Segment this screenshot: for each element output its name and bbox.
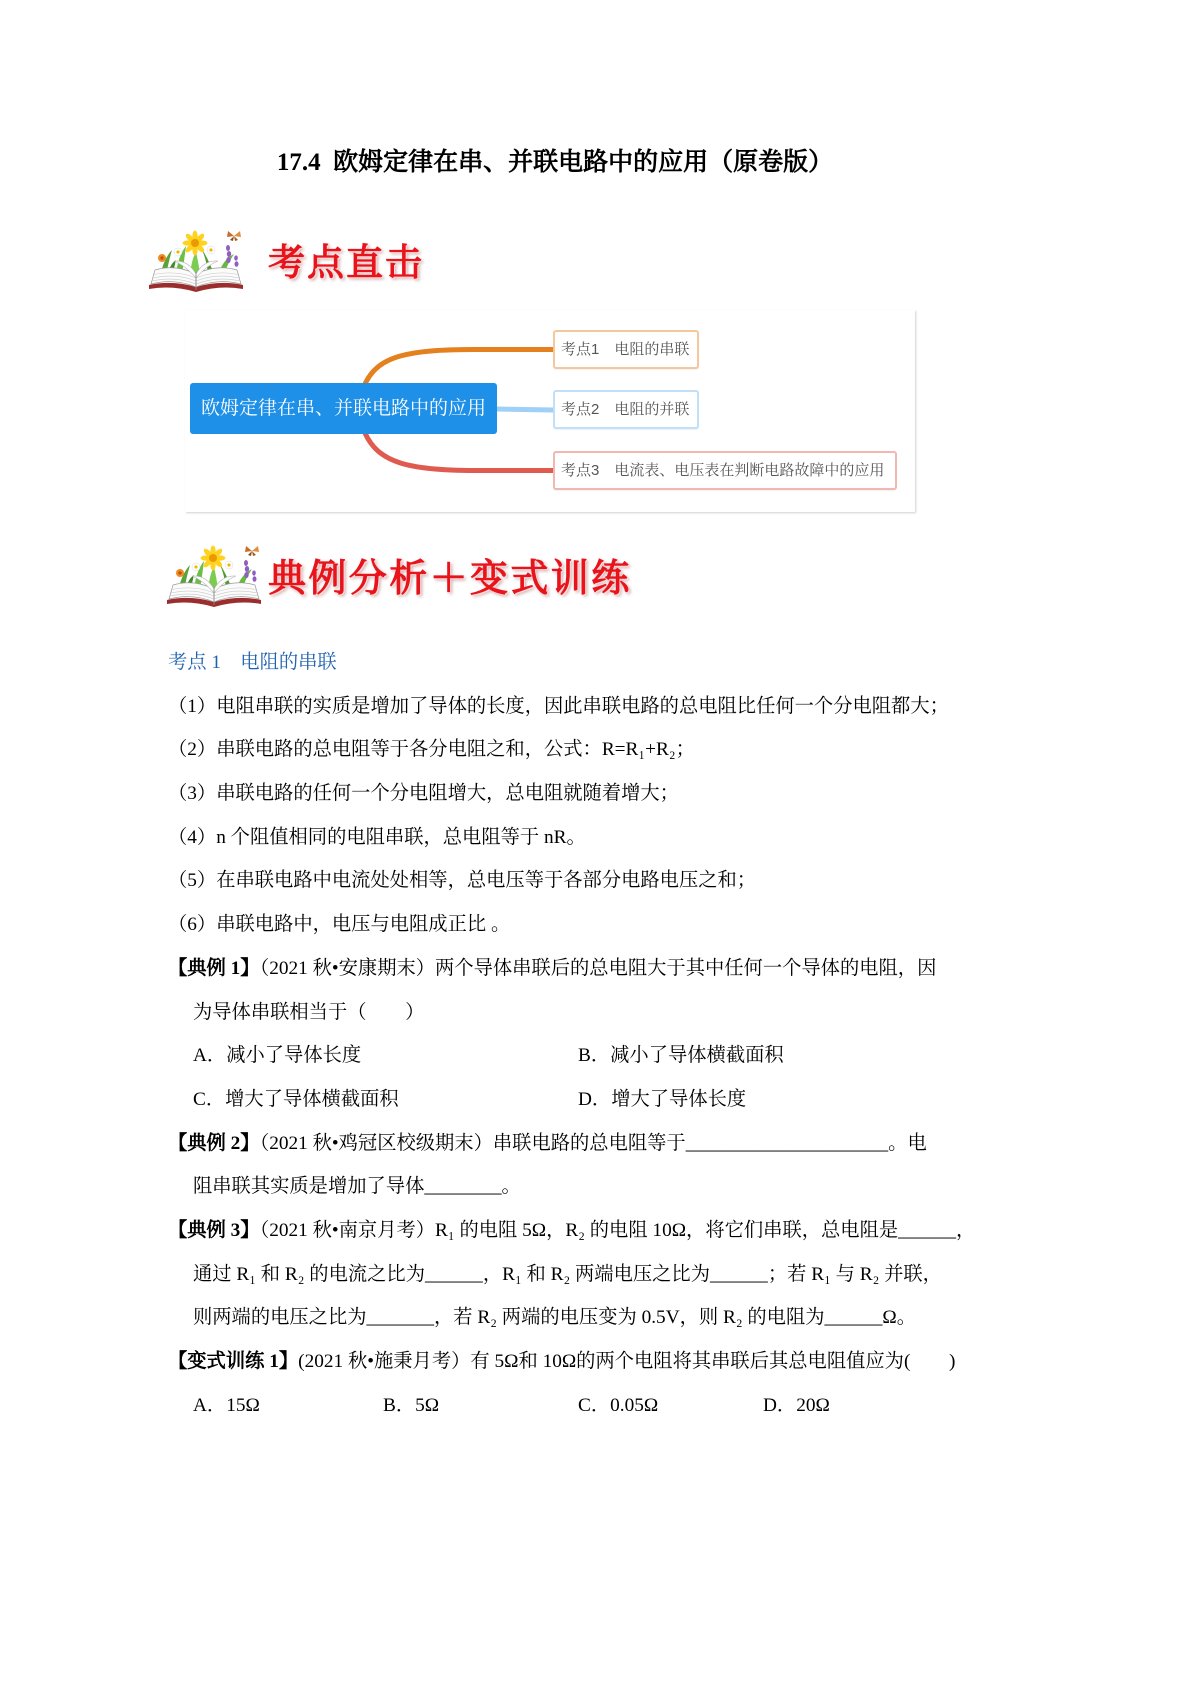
content-body [168,641,1068,1427]
exercise-1-label: 【变式训练 1】 [168,1351,299,1372]
example-1-option-c: C．增大了导体横截面积 [193,1088,399,1110]
example-1-line-1 [168,947,1068,991]
example-3-text: （2021 秋•南京月考）R₁ 的电阻 5Ω，R₂ 的电阻 10Ω，将它们串联，总电阻是______， [259,1219,976,1241]
example-2-line-1 [168,1122,1068,1166]
example-3-line-3: 则两端的电压之比为_______，若 R₂ 两端的电压变为 0.5V，则 R₂ 的电阻为______Ω。 [193,1307,916,1329]
example-1-option-a: A．减小了导体长度 [193,1045,362,1067]
example-1-label: 【典例 1】 [168,957,260,979]
exercise-1-option-c: C．0.05Ω [578,1394,659,1416]
page-title: 17.4 欧姆定律在串、并联电路中的应用（原卷版） [276,149,834,176]
banner-title-kaodian: 考点直击 [268,240,424,284]
example-1-line-2: 为导体串联相当于（ ） [193,1001,425,1023]
example-2-text: （2021 秋•鸡冠区校级期末）串联电路的总电阻等于_____________________。电 [259,1132,927,1154]
mind-map-node-2: 考点2 电阻的并联 [553,390,699,429]
point-1: （1）电阻串联的实质是增加了导体的长度，因此串联电路的总电阻比任何一个分电阻都大； [168,695,949,717]
book-flowers-icon [164,543,264,609]
book-flowers-icon [146,228,246,294]
exercise-1-option-b: B．5Ω [383,1394,440,1416]
example-1-text: （2021 秋•安康期末）两个导体串联后的总电阻大于其中任何一个导体的电阻，因 [259,957,937,979]
exercise-1-line-1 [168,1340,1068,1384]
point-4: （4）n 个阻值相同的电阻串联，总电阻等于 nR。 [168,826,586,848]
example-2-label: 【典例 2】 [168,1132,260,1154]
point-6: （6）串联电路中，电压与电阻成正比 。 [168,914,511,936]
banner-title-dianli: 典例分析＋变式训练 [268,555,632,600]
example-3-label: 【典例 3】 [168,1219,260,1241]
example-1-options-row-1 [168,1034,1068,1078]
example-1-option-d: D．增大了导体长度 [578,1088,747,1110]
branch-line-2 [497,409,553,410]
branch-line-3 [365,433,553,471]
example-1-options-row-2 [168,1078,1068,1122]
branch-line-1 [365,350,553,385]
exercise-1-option-a: A．15Ω [193,1394,260,1416]
mind-map [185,310,915,512]
exercise-1-text: (2021 秋•施秉月考）有 5Ω和 10Ω的两个电阻将其串联后其总电阻值应为( ) [298,1351,956,1372]
exercise-1-options-row [168,1384,1068,1428]
example-2-line-2: 阻串联其实质是增加了导体________。 [193,1176,521,1198]
point-3: （3）串联电路的任何一个分电阻增大，总电阻就随着增大； [168,783,679,805]
example-3-line-2: 通过 R₁ 和 R₂ 的电流之比为______，R₁ 和 R₂ 两端电压之比为______；若 R₁ 与 R₂ 并联， [193,1263,942,1285]
section-heading: 考点 1 电阻的串联 [168,652,337,673]
point-5: （5）在串联电路中电流处处相等，总电压等于各部分电路电压之和； [168,870,757,892]
mind-map-node-1: 考点1 电阻的串联 [553,330,699,369]
exercise-1-option-d: D．20Ω [763,1394,830,1416]
example-1-option-b: B．减小了导体横截面积 [578,1045,784,1067]
point-2: （2）串联电路的总电阻等于各分电阻之和，公式：R=R₁+R₂； [168,739,695,761]
mind-map-node-3: 考点3 电流表、电压表在判断电路故障中的应用 [553,451,897,490]
example-3-line-1 [168,1209,1068,1253]
mind-map-root: 欧姆定律在串、并联电路中的应用 [190,383,497,434]
